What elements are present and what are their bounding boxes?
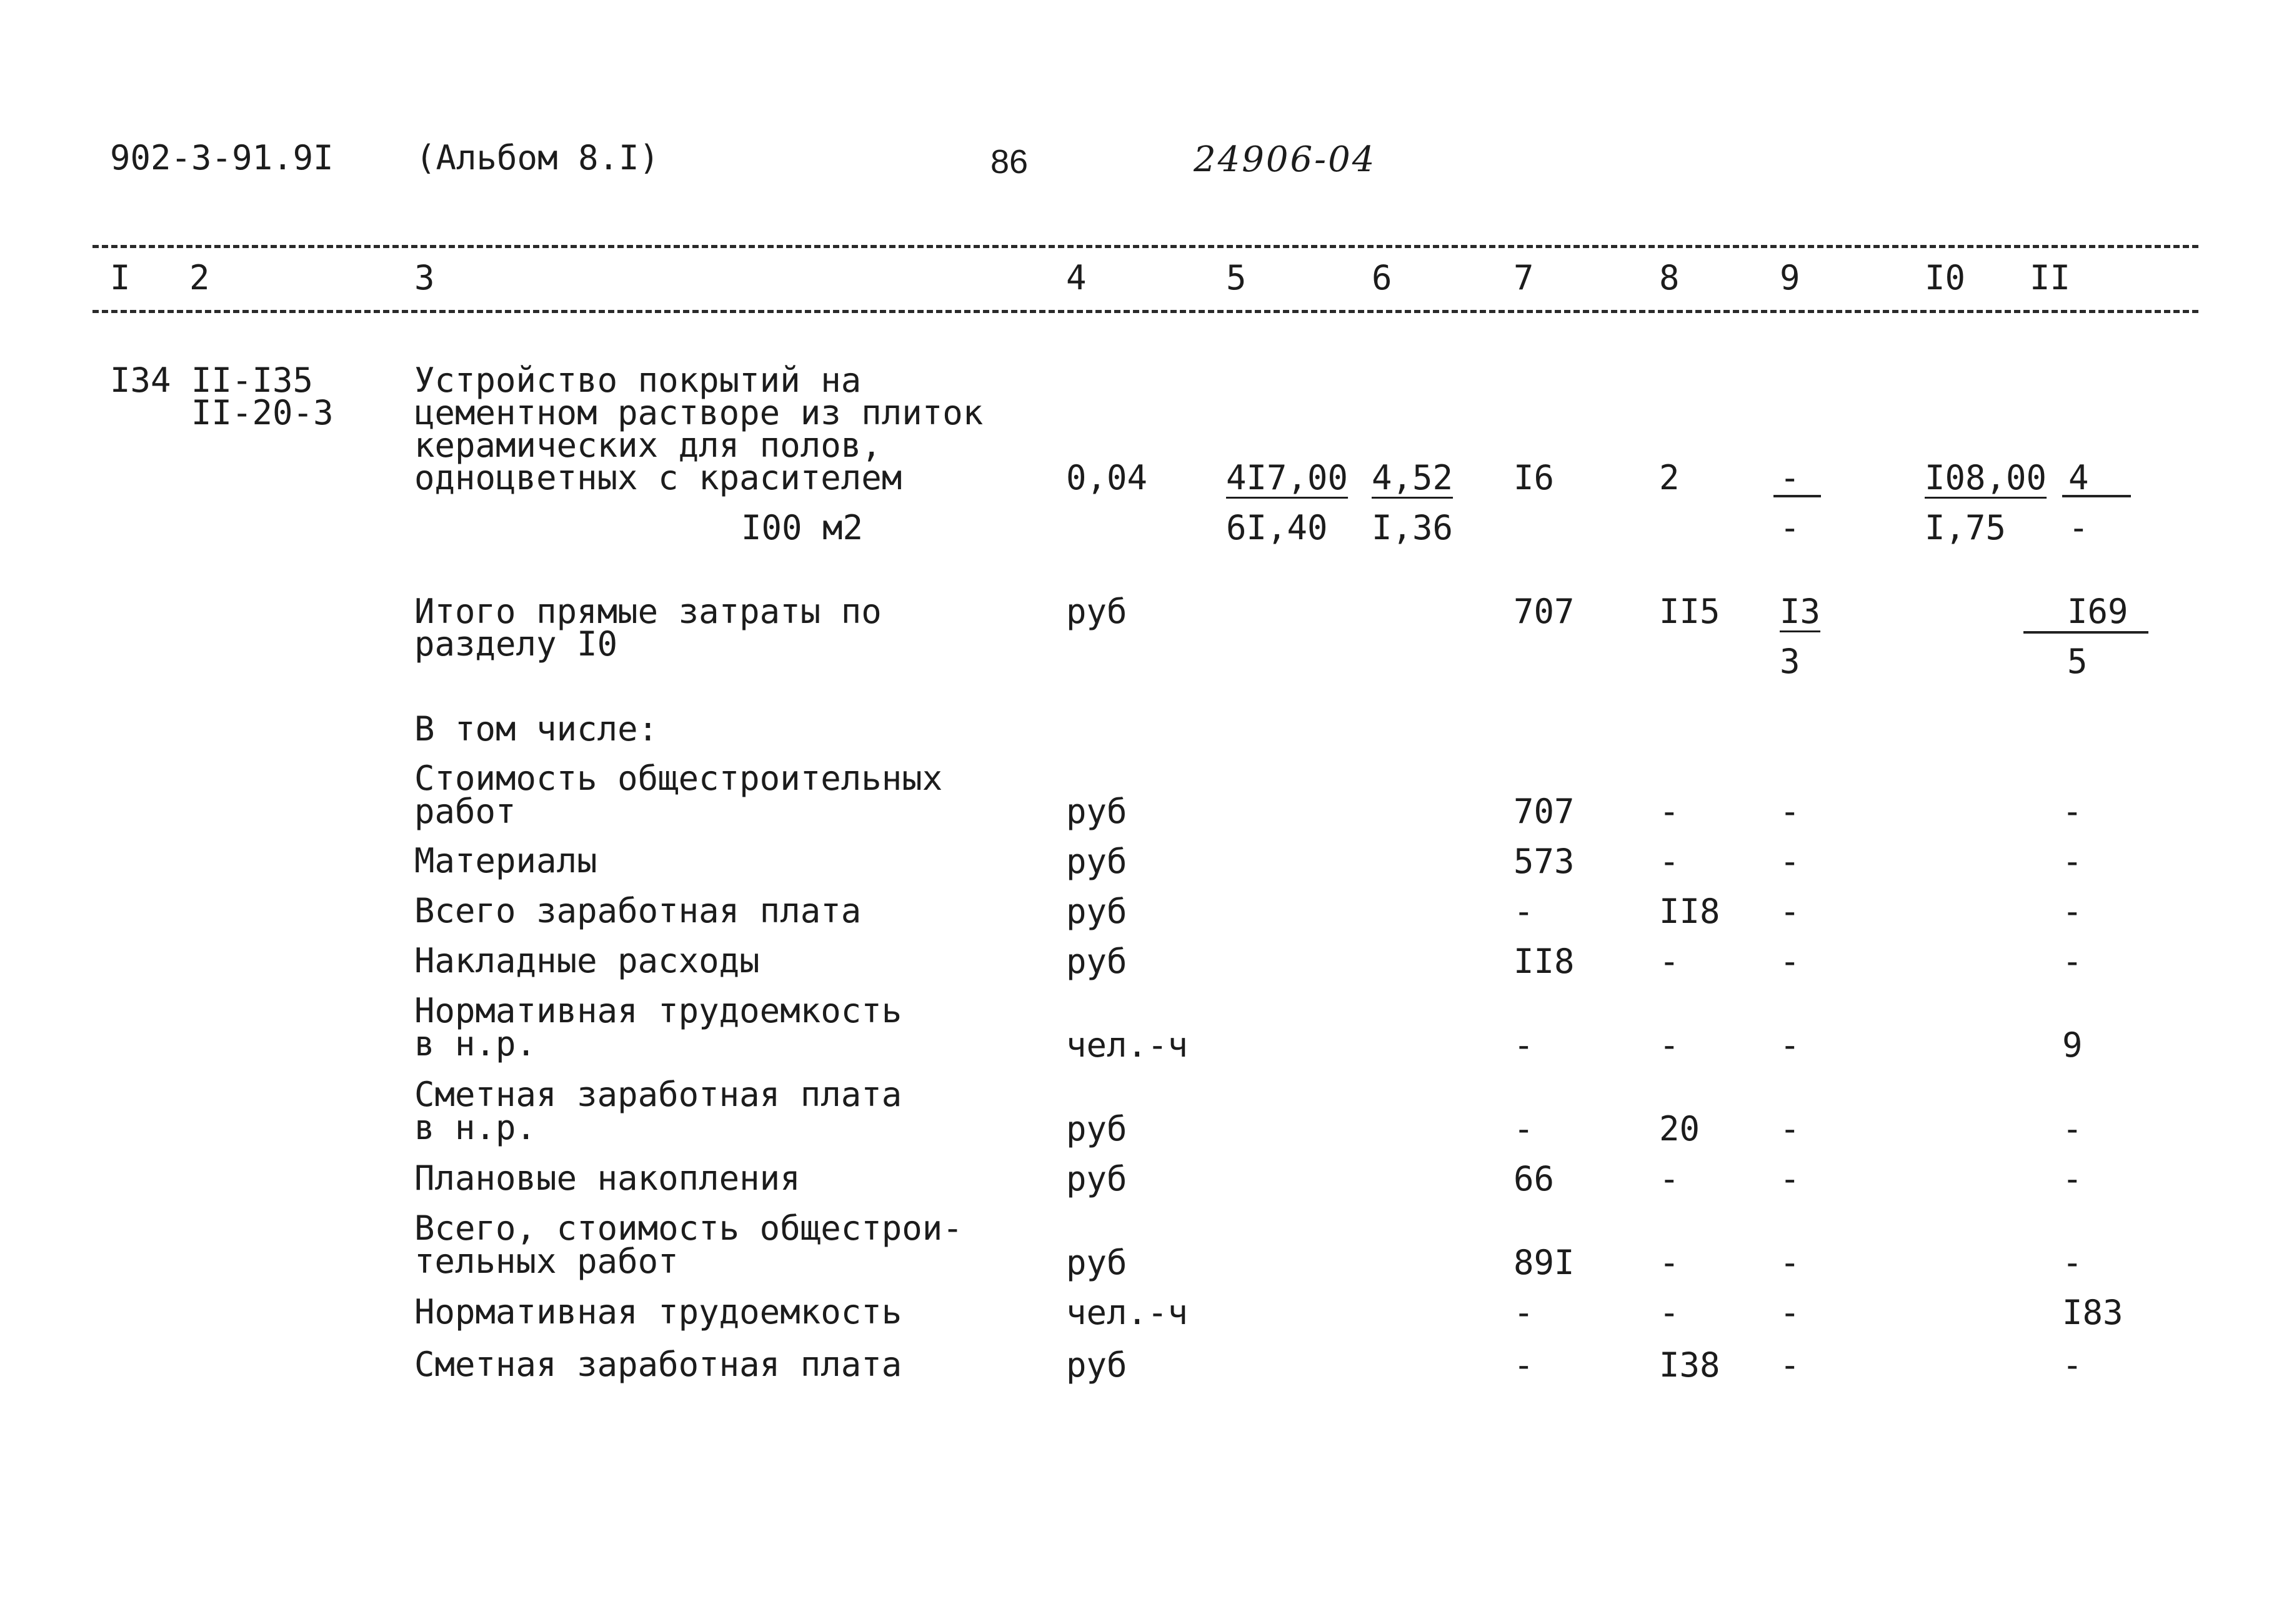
total-col7: 707 <box>1514 592 1575 631</box>
header-bottom-rule <box>92 310 2198 313</box>
item-col10-top: I08,00 <box>1925 458 2047 497</box>
column-number-6: 6 <box>1372 258 1392 297</box>
row-col8: - <box>1659 842 1680 881</box>
row-col8: - <box>1659 1159 1680 1198</box>
column-number-11: II <box>2030 258 2071 297</box>
column-number-5: 5 <box>1226 258 1247 297</box>
total-label-line-2: разделу I0 <box>414 624 618 664</box>
row-unit: руб <box>1066 942 1127 981</box>
row-unit: чел.-ч <box>1066 1293 1189 1332</box>
row-unit: руб <box>1066 1159 1127 1198</box>
row-unit: руб <box>1066 842 1127 881</box>
item-col8: 2 <box>1659 458 1680 497</box>
row-col11: I83 <box>2062 1293 2123 1332</box>
item-quantity: 0,04 <box>1066 458 1148 497</box>
item-unit: I00 м2 <box>741 508 864 547</box>
item-col5-bottom: 6I,40 <box>1226 508 1328 547</box>
item-col11-fraction-bar <box>2062 495 2131 497</box>
column-number-9: 9 <box>1780 258 1800 297</box>
header-top-rule <box>92 245 2198 248</box>
column-number-3: 3 <box>414 258 435 297</box>
row-label: Нормативная трудоемкость <box>414 1292 902 1332</box>
row-col8: - <box>1659 1293 1680 1332</box>
row-col9: - <box>1780 1293 1800 1332</box>
album-label: (Альбом 8.I) <box>416 138 660 177</box>
column-number-1: I <box>110 258 131 297</box>
row-col9: - <box>1780 842 1800 881</box>
page-number: 86 <box>990 143 1029 181</box>
row-col7: 573 <box>1514 842 1575 881</box>
total-col11-fraction-bar <box>2023 631 2148 634</box>
row-col11: - <box>2062 1345 2083 1385</box>
item-description-line-3: керамических для полов, <box>414 426 882 465</box>
row-label: Нормативная трудоемкость в н.р. <box>414 991 902 1064</box>
row-label: Сметная заработная плата <box>414 1345 902 1384</box>
item-description-line-2: цементном растворе из плиток <box>414 393 984 432</box>
row-col7: - <box>1514 1345 1534 1385</box>
row-col11: - <box>2062 1243 2083 1282</box>
column-number-4: 4 <box>1066 258 1087 297</box>
handwritten-number: 24906-04 <box>1194 139 1377 180</box>
row-col9: - <box>1780 1025 1800 1065</box>
item-col9-fraction-bar <box>1773 495 1821 497</box>
column-number-10: I0 <box>1925 258 1966 297</box>
row-col8: II8 <box>1659 892 1720 931</box>
total-col8: II5 <box>1659 592 1720 631</box>
item-description-line-1: Устройство покрытий на <box>414 361 862 400</box>
item-col9-bottom: - <box>1780 508 1800 547</box>
row-col11: - <box>2062 1109 2083 1148</box>
column-number-7: 7 <box>1514 258 1534 297</box>
row-col11: - <box>2062 792 2083 831</box>
item-code-primary: II-I35 <box>191 361 314 400</box>
row-unit: руб <box>1066 892 1127 931</box>
row-col9: - <box>1780 892 1800 931</box>
row-label: Материалы <box>414 841 597 880</box>
item-col9-top: - <box>1780 458 1800 497</box>
row-label: Плановые накопления <box>414 1158 800 1198</box>
total-col11-bottom: 5 <box>2067 642 2088 681</box>
row-unit: руб <box>1066 792 1127 831</box>
row-col9: - <box>1780 792 1800 831</box>
row-col8: I38 <box>1659 1345 1720 1385</box>
row-col8: 20 <box>1659 1109 1700 1148</box>
row-col7: - <box>1514 1025 1534 1065</box>
item-code-secondary: II-20-3 <box>191 393 334 432</box>
row-col8: - <box>1659 942 1680 981</box>
row-col7: 66 <box>1514 1159 1555 1198</box>
row-col7: II8 <box>1514 942 1575 981</box>
row-unit: руб <box>1066 1345 1127 1385</box>
row-label: Всего, стоимость общестрои- тельных работ <box>414 1208 963 1281</box>
row-col9: - <box>1780 942 1800 981</box>
row-label: Всего заработная плата <box>414 891 862 930</box>
item-col6-top: 4,52 <box>1372 458 1454 497</box>
row-col9: - <box>1780 1159 1800 1198</box>
row-label: Сметная заработная плата в н.р. <box>414 1075 902 1147</box>
total-col11-top: I69 <box>2067 592 2128 631</box>
item-number: I34 <box>110 361 171 400</box>
row-col7: 707 <box>1514 792 1575 831</box>
row-col11: - <box>2062 842 2083 881</box>
row-col11: 9 <box>2062 1025 2083 1065</box>
row-col7: - <box>1514 892 1534 931</box>
row-col7: - <box>1514 1109 1534 1148</box>
item-col11-bottom: - <box>2068 508 2089 547</box>
row-col7: 89I <box>1514 1243 1575 1282</box>
row-col9: - <box>1780 1109 1800 1148</box>
row-unit: чел.-ч <box>1066 1025 1189 1065</box>
total-col9-top: I3 <box>1780 592 1821 631</box>
item-col10-bottom: I,75 <box>1925 508 2007 547</box>
row-label: Накладные расходы <box>414 941 760 980</box>
row-col8: - <box>1659 1243 1680 1282</box>
row-col7: - <box>1514 1293 1534 1332</box>
item-col7: I6 <box>1514 458 1555 497</box>
item-col6-bottom: I,36 <box>1372 508 1454 547</box>
row-col11: - <box>2062 892 2083 931</box>
row-col9: - <box>1780 1345 1800 1385</box>
including-label: В том числе: <box>414 709 659 749</box>
total-unit: руб <box>1066 592 1127 631</box>
item-col11-top: 4 <box>2068 458 2089 497</box>
row-col11: - <box>2062 942 2083 981</box>
row-unit: руб <box>1066 1109 1127 1148</box>
item-col5-top: 4I7,00 <box>1226 458 1349 497</box>
row-unit: руб <box>1066 1243 1127 1282</box>
document-code: 902-3-91.9I <box>110 138 334 177</box>
row-col11: - <box>2062 1159 2083 1198</box>
total-label-line-1: Итого прямые затраты по <box>414 592 882 631</box>
row-col9: - <box>1780 1243 1800 1282</box>
column-number-8: 8 <box>1659 258 1680 297</box>
row-col8: - <box>1659 792 1680 831</box>
total-col9-bottom: 3 <box>1780 642 1800 681</box>
row-label: Стоимость общестроительных работ <box>414 759 943 831</box>
row-col8: - <box>1659 1025 1680 1065</box>
item-description-line-4: одноцветных с красителем <box>414 458 902 497</box>
column-number-2: 2 <box>189 258 210 297</box>
